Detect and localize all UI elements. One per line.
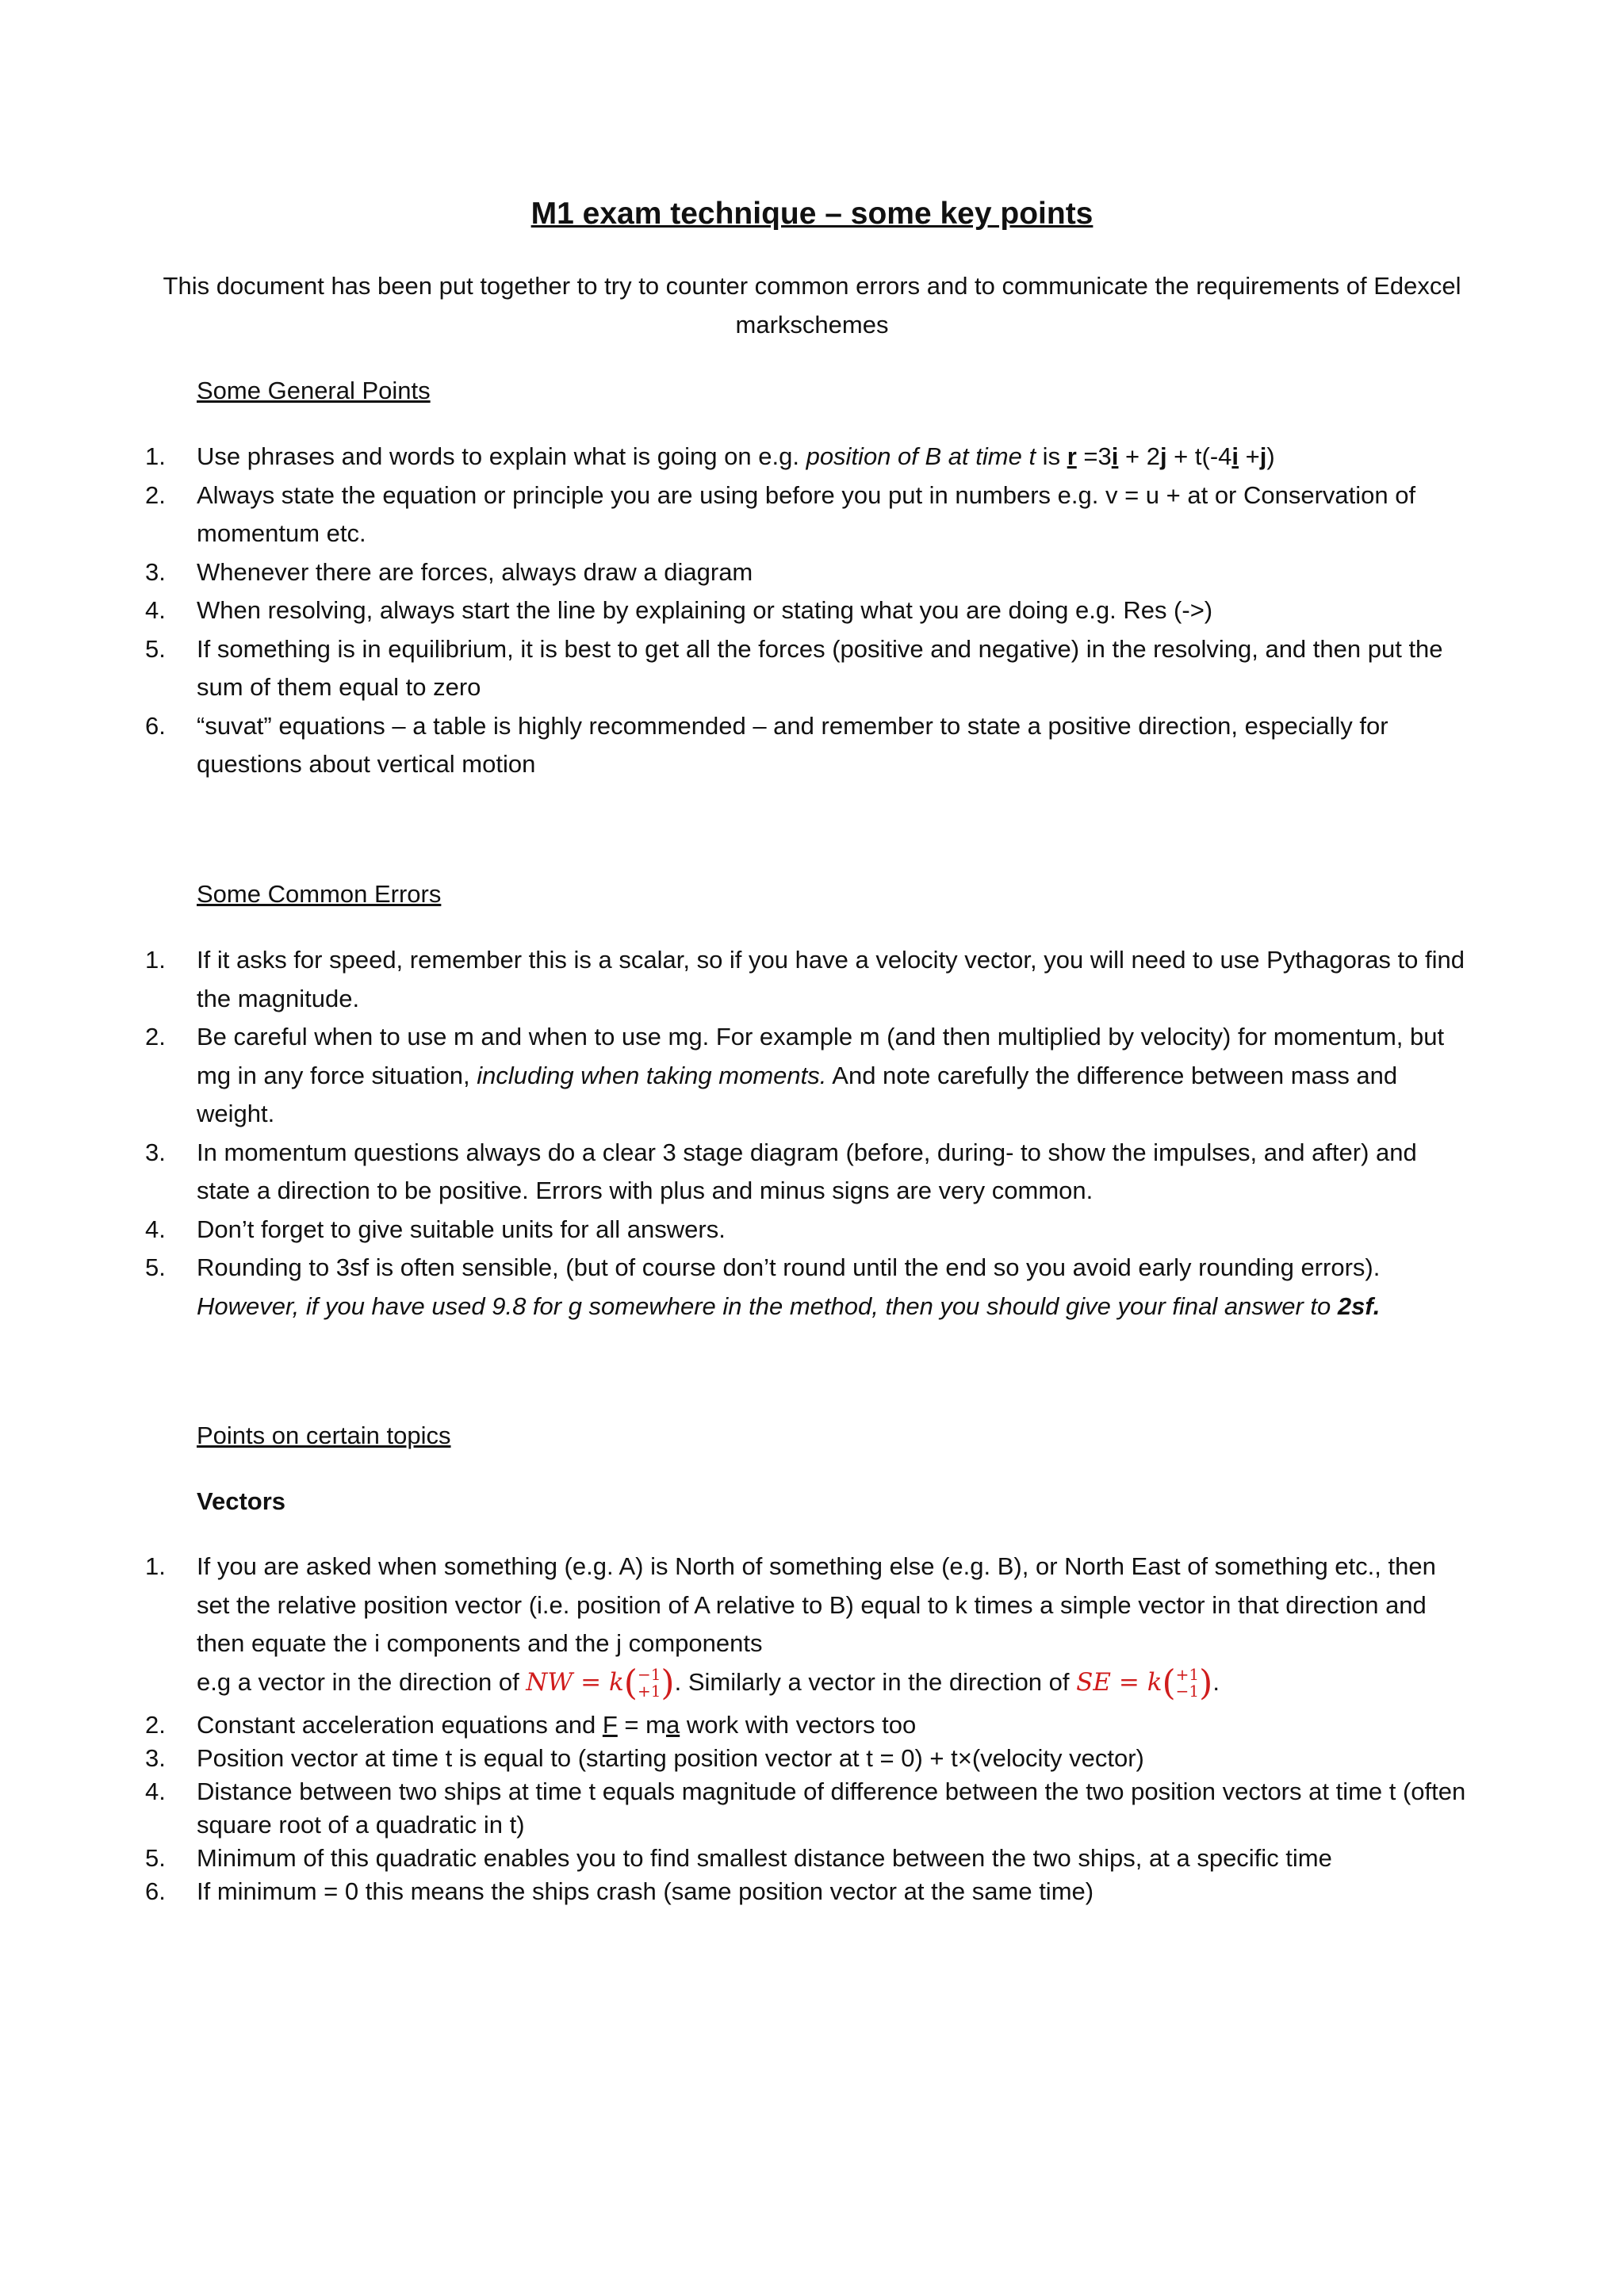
list-item: 5. Rounding to 3sf is often sensible, (but of course don’t round until the end so you avoid early rounding errors). However, if you have used 9.8 for g somewhere in the method, then you should give your final answer to 2sf. [145, 1253, 1381, 1320]
list-item: 4. Distance between two ships at time t equals magnitude of difference between the two position vectors at time t (often square root of a quadratic in t) [145, 1777, 1466, 1839]
vectors-list-part-2 [0, 1709, 1475, 1908]
list-item: 3. Whenever there are forces, always draw a diagram [145, 557, 753, 586]
intro-paragraph: This document has been put together to try to counter common errors and to communicate the requirements of Edexcel markschemes [163, 272, 1461, 339]
vectors-list-part-1 [0, 1548, 1475, 1703]
se-formula: SE = k [1076, 1667, 1162, 1697]
nw-column-vector: −1 +1 [637, 1665, 661, 1701]
list-item: 5. If something is in equilibrium, it is best to get all the forces (positive and negative) in the resolving, and then put the sum of them equal to zero [145, 634, 1443, 701]
document-title: M1 exam technique – some key points [530, 197, 1094, 231]
topics-heading: Points on certain topics [197, 1422, 451, 1449]
list-item: 3. In momentum questions always do a clear 3 stage diagram (before, during- to show the impulses, and after) and state a direction to be positive. Errors with plus and minus signs are very common. [145, 1138, 1417, 1204]
list-item: 2. Always state the equation or principle you are using before you put in numbers e.g. v = u + at or Conservation of momentum etc. [145, 480, 1416, 547]
list-item: 3. Position vector at time t is equal to (starting position vector at t = 0) + t×(velocity vector) [145, 1744, 1144, 1772]
se-column-vector: +1 −1 [1175, 1665, 1200, 1701]
general-points-list [0, 438, 1475, 784]
list-item: 4. Don’t forget to give suitable units for all answers. [145, 1215, 726, 1243]
vectors-heading: Vectors [197, 1487, 286, 1515]
general-points-heading: Some General Points [197, 377, 431, 404]
list-item: 1. If it asks for speed, remember this is a scalar, so if you have a velocity vector, you will need to use Pythagoras to find the magnitude. [145, 946, 1465, 1012]
list-item: 6. If minimum = 0 this means the ships crash (same position vector at the same time) [145, 1877, 1094, 1905]
list-item: 4. When resolving, always start the line by explaining or stating what you are doing e.g. Res (->) [145, 596, 1213, 624]
list-item: 2. Be careful when to use m and when to use mg. For example m (and then multiplied by velocity) for momentum, but mg in any force situation, including when taking moments. And note carefully the difference between mass and weight. [145, 1023, 1445, 1127]
list-item: 1. Use phrases and words to explain what is going on e.g. position of B at time t is r =3i + 2j + t(-4i +j) [145, 442, 1275, 470]
list-item: 5. Minimum of this quadratic enables you to find smallest distance between the two ships, at a specific time [145, 1844, 1332, 1872]
list-item: 6. “suvat” equations – a table is highly recommended – and remember to state a positive direction, especially for questions about vertical motion [145, 711, 1388, 778]
common-errors-heading: Some Common Errors [197, 880, 442, 908]
list-item: 2. Constant acceleration equations and F = ma work with vectors too [145, 1711, 917, 1739]
nw-formula: NW = k [526, 1667, 624, 1697]
common-errors-list [0, 941, 1475, 1326]
list-item: 1. If you are asked when something (e.g. A) is North of something else (e.g. B), or North East of something etc., then set the relative position vector (i.e. position of A relative to B) equal to k times a simple vector in that direction and then equate the i components and the j components e.g a vector in the direction of NW = k(−1 +1). Similarly a vector in the direction of SE = k(+1 −1). [145, 1552, 1436, 1704]
